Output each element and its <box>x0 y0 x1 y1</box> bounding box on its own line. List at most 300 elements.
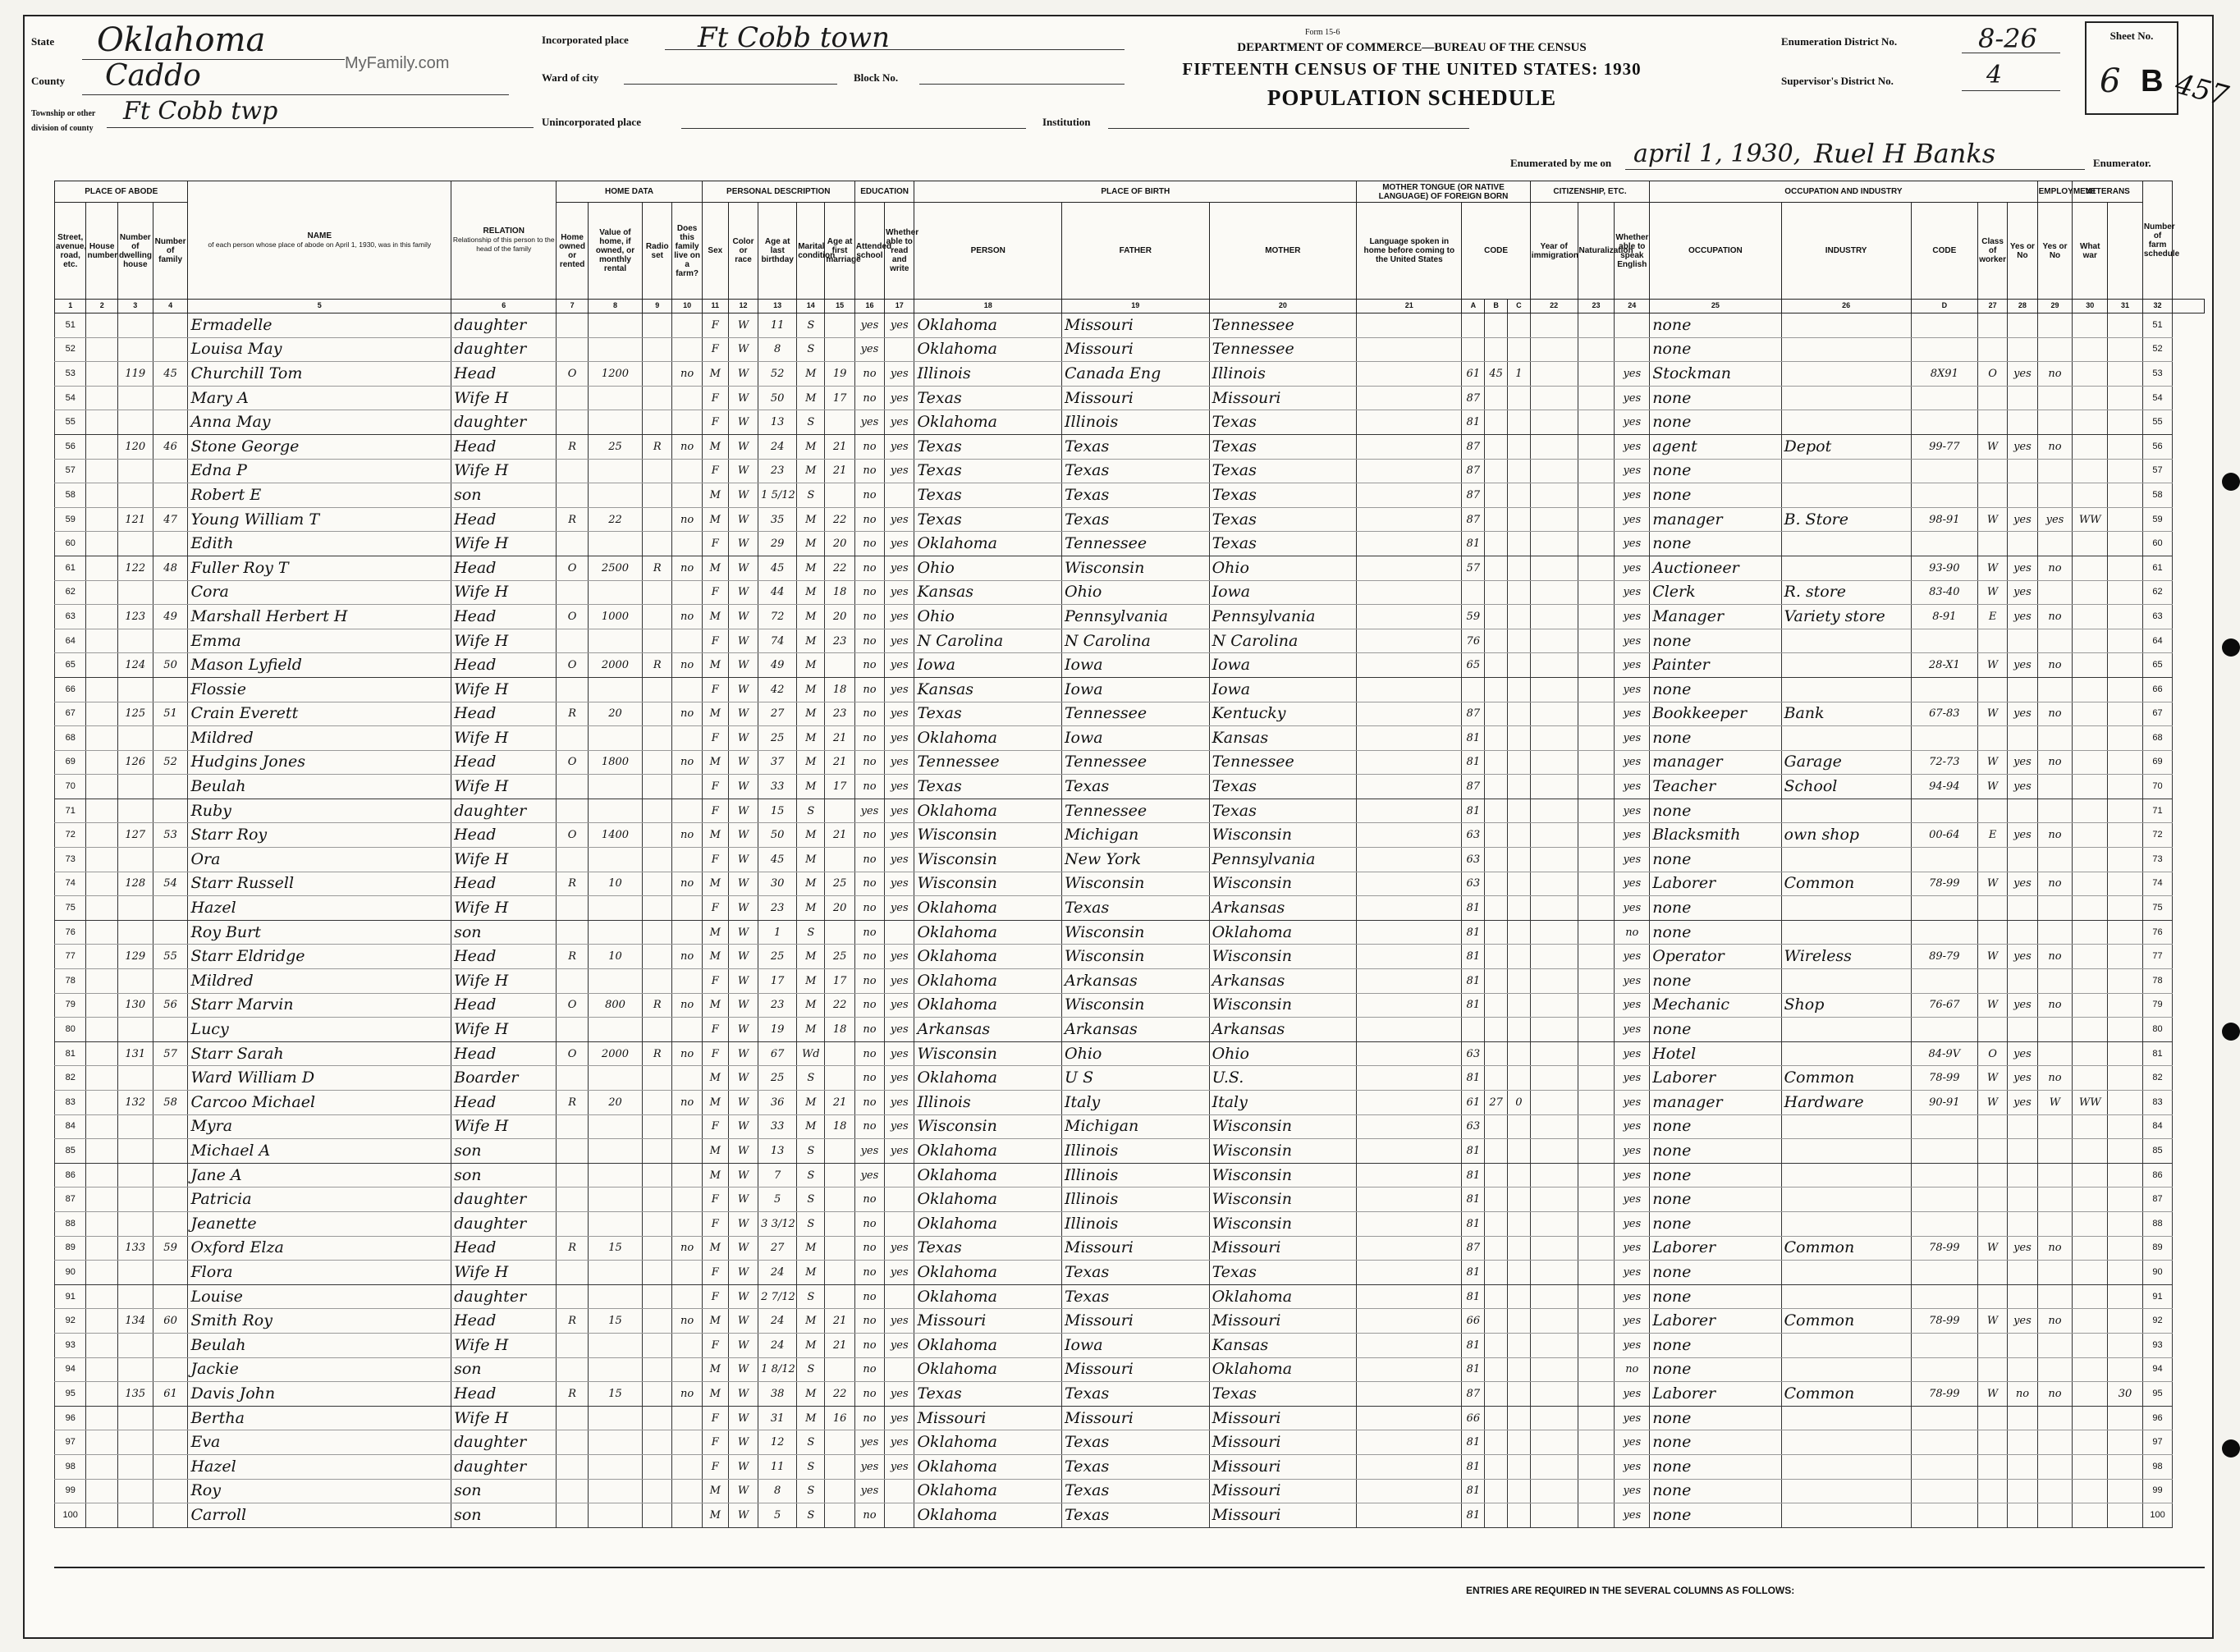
radio-set <box>643 313 672 338</box>
birthplace-person: Wisconsin <box>914 1114 1062 1139</box>
code-a: 81 <box>1462 1454 1485 1479</box>
table-row <box>55 362 2205 387</box>
line-number-right: 71 <box>2142 799 2172 823</box>
code-b <box>1485 605 1508 629</box>
age: 36 <box>758 1091 797 1115</box>
house-number <box>86 483 117 508</box>
veteran <box>2037 799 2073 823</box>
speaks-english: yes <box>1615 1261 1650 1285</box>
age-first-marriage: 21 <box>825 1309 854 1334</box>
code-a <box>1462 1018 1485 1042</box>
age-first-marriage: 23 <box>825 629 854 653</box>
birthplace-person: Wisconsin <box>914 823 1062 848</box>
marital: M <box>797 896 825 921</box>
on-farm <box>672 1163 702 1188</box>
sex: F <box>702 337 728 362</box>
table-row <box>55 1284 2205 1309</box>
at-work <box>2008 629 2037 653</box>
person-name: Jackie <box>188 1357 451 1382</box>
age-first-marriage: 25 <box>825 945 854 969</box>
relation: Head <box>451 434 557 459</box>
class-of-worker: E <box>1977 823 2007 848</box>
color-race: W <box>728 386 758 410</box>
relation: Head <box>451 823 557 848</box>
veteran <box>2037 1018 2073 1042</box>
line-number-right: 91 <box>2142 1284 2172 1309</box>
veteran <box>2037 1503 2073 1528</box>
language <box>1357 896 1462 921</box>
on-farm <box>672 1066 702 1091</box>
attended-school: no <box>854 848 884 872</box>
code-a: 66 <box>1462 1309 1485 1334</box>
read-write: yes <box>885 1333 914 1357</box>
home-value <box>588 920 642 945</box>
industry: Wireless <box>1781 945 1911 969</box>
birthplace-person: Oklahoma <box>914 1454 1062 1479</box>
immigration-year <box>1530 1382 1578 1407</box>
speaks-english: yes <box>1615 1091 1650 1115</box>
home-value: 1200 <box>588 362 642 387</box>
veteran <box>2037 1261 2073 1285</box>
on-farm <box>672 1284 702 1309</box>
family-number <box>153 386 188 410</box>
house-number <box>86 823 117 848</box>
read-write: yes <box>885 1066 914 1091</box>
age: 50 <box>758 823 797 848</box>
radio-set <box>643 1018 672 1042</box>
dwelling-number <box>117 1261 153 1285</box>
sex: F <box>702 799 728 823</box>
code-a: 63 <box>1462 1041 1485 1066</box>
birthplace-person: Oklahoma <box>914 1188 1062 1212</box>
speaks-english: yes <box>1615 653 1650 678</box>
house-number <box>86 945 117 969</box>
radio-set <box>643 1091 672 1115</box>
occupation-code: 78-99 <box>1911 1066 1977 1091</box>
home-value: 800 <box>588 993 642 1018</box>
sex: F <box>702 1188 728 1212</box>
house-number <box>86 629 117 653</box>
sex: F <box>702 1018 728 1042</box>
war <box>2073 872 2108 896</box>
home-value <box>588 1163 642 1188</box>
naturalization <box>1578 1163 1615 1188</box>
code-b <box>1485 580 1508 605</box>
industry: B. Store <box>1781 507 1911 532</box>
home-owned <box>557 483 588 508</box>
naturalization-head: Naturalization <box>1578 203 1615 300</box>
naturalization <box>1578 1479 1615 1503</box>
age-first-marriage <box>825 313 854 338</box>
line-number: 92 <box>55 1309 86 1334</box>
code-b <box>1485 677 1508 702</box>
house-number <box>86 1309 117 1334</box>
marital: M <box>797 507 825 532</box>
farm-schedule <box>2108 920 2143 945</box>
state-label: State <box>31 35 55 48</box>
birthplace-mother: Missouri <box>1209 1479 1357 1503</box>
line-number-right: 86 <box>2142 1163 2172 1188</box>
table-row <box>55 1091 2205 1115</box>
language <box>1357 993 1462 1018</box>
birthplace-person: Wisconsin <box>914 872 1062 896</box>
birthplace-person: Texas <box>914 1236 1062 1261</box>
radio-set <box>643 1261 672 1285</box>
occupation: Clerk <box>1650 580 1781 605</box>
family-number <box>153 532 188 556</box>
age: 27 <box>758 702 797 726</box>
home-value <box>588 337 642 362</box>
veteran <box>2037 1406 2073 1430</box>
vet-head: Yes or No <box>2037 203 2073 300</box>
at-work: yes <box>2008 993 2037 1018</box>
house-number <box>86 653 117 678</box>
line-number: 84 <box>55 1114 86 1139</box>
birthplace-person: Texas <box>914 507 1062 532</box>
radio-set <box>643 1188 672 1212</box>
language-head: Language spoken in home before coming to the United States <box>1357 203 1462 300</box>
color-race: W <box>728 1382 758 1407</box>
birthplace-person: Oklahoma <box>914 726 1062 751</box>
home-owned <box>557 1211 588 1236</box>
speaks-english: yes <box>1615 896 1650 921</box>
sheet-value: 6 <box>2100 62 2121 100</box>
age-first-marriage: 21 <box>825 459 854 483</box>
on-farm: no <box>672 823 702 848</box>
schedule-title: POPULATION SCHEDULE <box>1267 85 1557 110</box>
industry <box>1781 1188 1911 1212</box>
home-owned <box>557 1454 588 1479</box>
radio-set <box>643 1430 672 1455</box>
read-write: yes <box>885 605 914 629</box>
home-value <box>588 1211 642 1236</box>
township-underline <box>107 127 534 128</box>
code-b <box>1485 483 1508 508</box>
family-number <box>153 1139 188 1164</box>
line-number: 79 <box>55 993 86 1018</box>
state-value: Oklahoma <box>97 21 266 59</box>
read-write: yes <box>885 896 914 921</box>
code-b <box>1485 1309 1508 1334</box>
code-c <box>1508 1139 1531 1164</box>
person-name: Mary A <box>188 386 451 410</box>
code-c <box>1508 677 1531 702</box>
sex: F <box>702 386 728 410</box>
house-number <box>86 1041 117 1066</box>
sex: M <box>702 920 728 945</box>
language <box>1357 507 1462 532</box>
code-a: 81 <box>1462 945 1485 969</box>
age-first-marriage <box>825 1041 854 1066</box>
speaks-english: yes <box>1615 1309 1650 1334</box>
occupation: none <box>1650 1454 1781 1479</box>
person-name: Louise <box>188 1284 451 1309</box>
relation: Head <box>451 1236 557 1261</box>
class-of-worker: W <box>1977 1091 2007 1115</box>
read-write: yes <box>885 702 914 726</box>
industry <box>1781 459 1911 483</box>
birthplace-mother: Pennsylvania <box>1209 605 1357 629</box>
column-number: 6 <box>451 300 557 313</box>
veteran <box>2037 1114 2073 1139</box>
attended-school: no <box>854 434 884 459</box>
at-work: yes <box>2008 1091 2037 1115</box>
language <box>1357 1236 1462 1261</box>
attended-school: no <box>854 969 884 994</box>
language <box>1357 483 1462 508</box>
read-write <box>885 1284 914 1309</box>
radio-set <box>643 629 672 653</box>
radio-set <box>643 1211 672 1236</box>
at-work <box>2008 1114 2037 1139</box>
birthplace-father: Tennessee <box>1062 532 1210 556</box>
age: 31 <box>758 1406 797 1430</box>
column-number: 22 <box>1530 300 1578 313</box>
farm-schedule <box>2108 1261 2143 1285</box>
line-number: 88 <box>55 1211 86 1236</box>
occupation-code: 72-73 <box>1911 750 1977 775</box>
language <box>1357 1430 1462 1455</box>
on-farm: no <box>672 945 702 969</box>
attended-school: no <box>854 896 884 921</box>
home-value <box>588 969 642 994</box>
age: 5 <box>758 1503 797 1528</box>
age-first-marriage: 16 <box>825 1406 854 1430</box>
column-number: 10 <box>672 300 702 313</box>
person-name: Fuller Roy T <box>188 556 451 580</box>
dwelling-number: 133 <box>117 1236 153 1261</box>
class-of-worker <box>1977 1454 2007 1479</box>
industry <box>1781 726 1911 751</box>
sex: M <box>702 945 728 969</box>
veteran <box>2037 1163 2073 1188</box>
family-number: 55 <box>153 945 188 969</box>
column-number: 16 <box>854 300 884 313</box>
occupation-head: OCCUPATION <box>1650 203 1781 300</box>
age-first-marriage: 21 <box>825 1333 854 1357</box>
code-b <box>1485 386 1508 410</box>
birthplace-person: Oklahoma <box>914 1284 1062 1309</box>
line-number-right: 98 <box>2142 1454 2172 1479</box>
age-first-marriage: 21 <box>825 434 854 459</box>
birthplace-mother: Illinois <box>1209 362 1357 387</box>
naturalization <box>1578 605 1615 629</box>
code-c <box>1508 1284 1531 1309</box>
birthplace-father: Wisconsin <box>1062 993 1210 1018</box>
radio-set <box>643 823 672 848</box>
occupation: none <box>1650 1357 1781 1382</box>
home-owned: R <box>557 1382 588 1407</box>
column-number: 15 <box>825 300 854 313</box>
naturalization <box>1578 362 1615 387</box>
occupation: Stockman <box>1650 362 1781 387</box>
code-a: 81 <box>1462 1261 1485 1285</box>
age: 23 <box>758 459 797 483</box>
veteran <box>2037 313 2073 338</box>
age-first-marriage <box>825 653 854 678</box>
industry <box>1781 1163 1911 1188</box>
dwelling-number <box>117 1284 153 1309</box>
code-b <box>1485 1382 1508 1407</box>
code-c: 0 <box>1508 1091 1531 1115</box>
person-name: Ruby <box>188 799 451 823</box>
group-relation <box>451 181 557 300</box>
dwelling-number: 121 <box>117 507 153 532</box>
immigration-year <box>1530 1503 1578 1528</box>
immigration-year <box>1530 677 1578 702</box>
column-number: 3 <box>117 300 153 313</box>
marital: S <box>797 1503 825 1528</box>
war <box>2073 605 2108 629</box>
farm-schedule <box>2108 1236 2143 1261</box>
relation: daughter <box>451 313 557 338</box>
age: 27 <box>758 1236 797 1261</box>
code-c <box>1508 459 1531 483</box>
home-owned <box>557 1018 588 1042</box>
naturalization <box>1578 313 1615 338</box>
radio-set: R <box>643 993 672 1018</box>
line-number-right: 80 <box>2142 1018 2172 1042</box>
age-first-marriage: 20 <box>825 605 854 629</box>
birthplace-mother: Texas <box>1209 483 1357 508</box>
birthplace-mother: Kansas <box>1209 726 1357 751</box>
industry: Hardware <box>1781 1091 1911 1115</box>
line-number: 62 <box>55 580 86 605</box>
marital: S <box>797 1211 825 1236</box>
at-work <box>2008 1503 2037 1528</box>
table-row <box>55 1114 2205 1139</box>
radio-set <box>643 1479 672 1503</box>
veteran <box>2037 1188 2073 1212</box>
dwelling-number <box>117 775 153 799</box>
occupation-code <box>1911 677 1977 702</box>
war <box>2073 750 2108 775</box>
naturalization <box>1578 823 1615 848</box>
language <box>1357 1018 1462 1042</box>
code-a: 81 <box>1462 993 1485 1018</box>
relation: son <box>451 483 557 508</box>
birthplace-father: Michigan <box>1062 823 1210 848</box>
code-b <box>1485 1211 1508 1236</box>
speaks-english: yes <box>1615 750 1650 775</box>
occupation: agent <box>1650 434 1781 459</box>
birthplace-mother: Texas <box>1209 507 1357 532</box>
code-c <box>1508 1041 1531 1066</box>
sex: F <box>702 410 728 435</box>
read-write <box>885 1211 914 1236</box>
age: 1 <box>758 920 797 945</box>
birthplace-mother: Texas <box>1209 1261 1357 1285</box>
naturalization <box>1578 1503 1615 1528</box>
speaks-english: yes <box>1615 605 1650 629</box>
census-sheet <box>23 15 2232 1639</box>
speaks-english: yes <box>1615 969 1650 994</box>
industry: Garage <box>1781 750 1911 775</box>
sex: M <box>702 1503 728 1528</box>
birthplace-father: Iowa <box>1062 653 1210 678</box>
code-b <box>1485 410 1508 435</box>
line-number-right: 96 <box>2142 1406 2172 1430</box>
relation-desc: Relationship of this person to the head of the family <box>452 236 555 253</box>
on-farm <box>672 1357 702 1382</box>
on-farm: no <box>672 653 702 678</box>
house-number <box>86 1066 117 1091</box>
language <box>1357 848 1462 872</box>
farm-schedule <box>2108 362 2143 387</box>
war <box>2073 1139 2108 1164</box>
home-owned <box>557 1503 588 1528</box>
code-a: 81 <box>1462 410 1485 435</box>
age: 33 <box>758 775 797 799</box>
home-value <box>588 1357 642 1382</box>
relation: Wife H <box>451 1261 557 1285</box>
age: 13 <box>758 1139 797 1164</box>
home-owned <box>557 775 588 799</box>
relation: Head <box>451 1382 557 1407</box>
speaks-english: yes <box>1615 848 1650 872</box>
veteran: no <box>2037 556 2073 580</box>
table-row <box>55 920 2205 945</box>
immigration-year <box>1530 896 1578 921</box>
occupation: Laborer <box>1650 872 1781 896</box>
line-number-right: 77 <box>2142 945 2172 969</box>
person-name: Ermadelle <box>188 313 451 338</box>
code-a: 57 <box>1462 556 1485 580</box>
code-b <box>1485 993 1508 1018</box>
code-c <box>1508 313 1531 338</box>
marital: M <box>797 653 825 678</box>
class-of-worker <box>1977 1406 2007 1430</box>
code-b <box>1485 1503 1508 1528</box>
occupation-code: 78-99 <box>1911 1236 1977 1261</box>
home-value <box>588 1454 642 1479</box>
punch-hole <box>2222 1439 2240 1458</box>
industry: own shop <box>1781 823 1911 848</box>
person-name: Louisa May <box>188 337 451 362</box>
birthplace-person: Texas <box>914 483 1062 508</box>
radio-set <box>643 362 672 387</box>
radio-set: R <box>643 1041 672 1066</box>
attended-school: no <box>854 653 884 678</box>
code-b <box>1485 896 1508 921</box>
age-head: Age at last birthday <box>758 203 797 300</box>
birthplace-father: Texas <box>1062 1479 1210 1503</box>
name-desc: of each person whose place of abode on April 1, 1930, was in this family <box>208 240 432 249</box>
sex: F <box>702 677 728 702</box>
relation: Wife H <box>451 459 557 483</box>
marital: M <box>797 362 825 387</box>
industry <box>1781 362 1911 387</box>
age-first-marriage <box>825 410 854 435</box>
veteran <box>2037 848 2073 872</box>
relation: son <box>451 1163 557 1188</box>
color-race: W <box>728 1211 758 1236</box>
age-first-marriage: 21 <box>825 823 854 848</box>
line-number-right: 82 <box>2142 1066 2172 1091</box>
code-b <box>1485 507 1508 532</box>
marital: S <box>797 1284 825 1309</box>
farm-schedule <box>2108 1479 2143 1503</box>
occupation: none <box>1650 1430 1781 1455</box>
birthplace-person: Oklahoma <box>914 1430 1062 1455</box>
industry <box>1781 629 1911 653</box>
at-work <box>2008 1333 2037 1357</box>
age: 24 <box>758 434 797 459</box>
language <box>1357 629 1462 653</box>
age-first-marriage: 23 <box>825 702 854 726</box>
birthplace-mother: Texas <box>1209 434 1357 459</box>
veteran: no <box>2037 823 2073 848</box>
